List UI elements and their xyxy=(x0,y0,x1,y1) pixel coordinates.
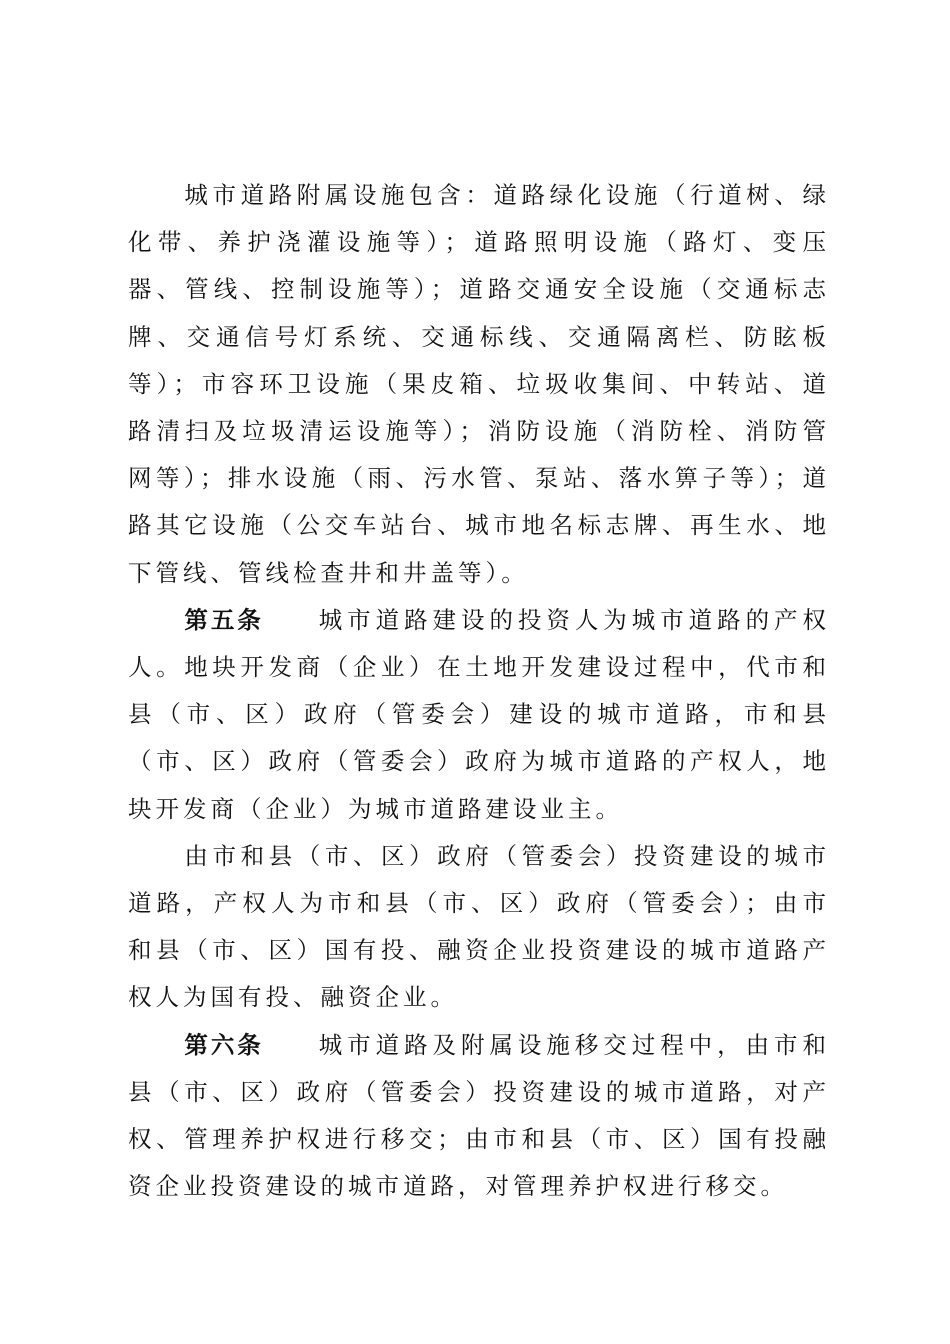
paragraph-article-6 xyxy=(128,1022,830,1211)
paragraph-text: 由市和县（市、区）政府（管委会）投资建设的城市道路，产权人为市和县（市、区）政府（管委会）；由市和县（市、区）国有投、融资企业投资建设的城市道路产权人为国有投、融资企业。 xyxy=(128,841,830,1012)
paragraph-text: 城市道路及附属设施移交过程中，由市和县（市、区）政府（管委会）投资建设的城市道路，对产权、管理养护权进行移交；由市和县（市、区）国有投融资企业投资建设的城市道路，对管理养护权进行移交。 xyxy=(128,1030,831,1201)
paragraph-text: 城市道路建设的投资人为城市道路的产权人。地块开发商（企业）在土地开发建设过程中，代市和县（市、区）政府（管委会）建设的城市道路，市和县（市、区）政府（管委会）政府为城市道路的产权人，地块开发商（企业）为城市道路建设业主。 xyxy=(128,605,831,823)
article-6-label: 第六条 xyxy=(184,1030,264,1059)
paragraph-ancillary-facilities xyxy=(128,172,830,597)
paragraph-text: 城市道路附属设施包含：道路绿化设施（行道树、绿化带、养护浇灌设施等）；道路照明设施（路灯、变压器、管线、控制设施等）；道路交通安全设施（交通标志牌、交通信号灯系统、交通标线、交通隔离栏、防眩板等）；市容环卫设施（果皮箱、垃圾收集间、中转站、道路清扫及垃圾清运设施等）；消防设施（消防栓、消防管网等）；排水设施（雨、污水管、泵站、落水箅子等）；道路其它设施（公交车站台、城市地名标志牌、再生水、地下管线、管线检查井和井盖等）。 xyxy=(128,181,830,587)
article-5-label: 第五条 xyxy=(184,605,264,634)
paragraph-government-investment xyxy=(128,833,830,1022)
document-body xyxy=(128,172,830,1210)
paragraph-article-5 xyxy=(128,597,830,833)
